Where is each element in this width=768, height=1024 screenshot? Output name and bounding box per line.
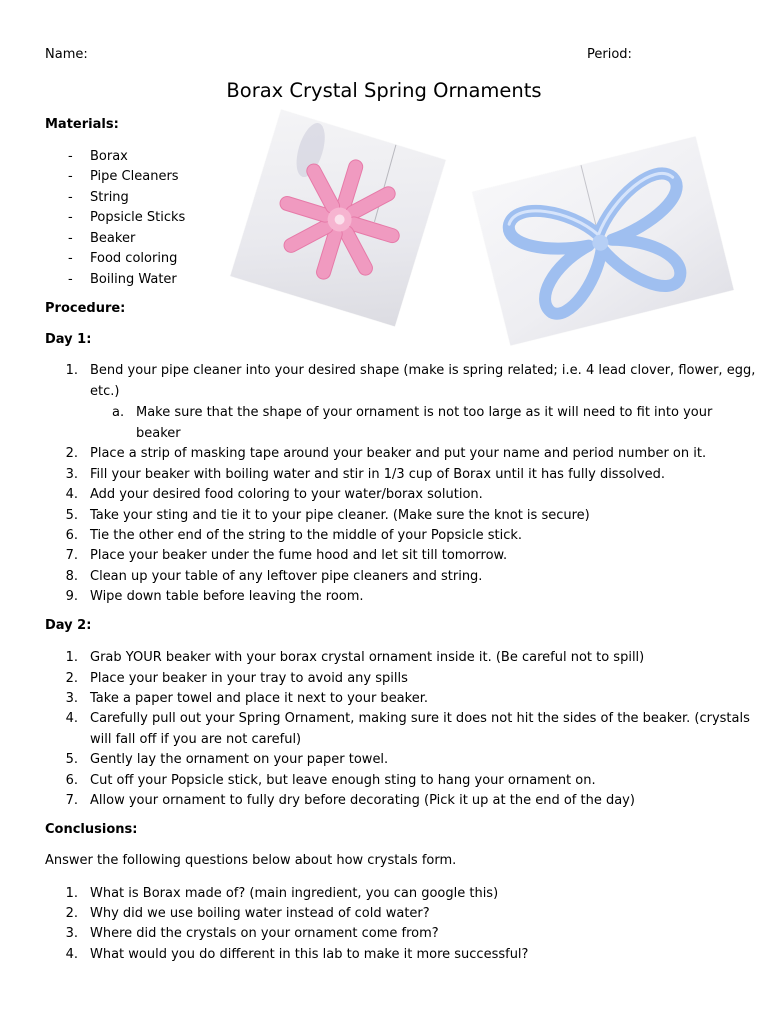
- materials-heading: Materials:: [45, 117, 119, 132]
- day1-heading: Day 1:: [45, 332, 92, 347]
- procedure-heading: Procedure:: [45, 301, 126, 316]
- blue-butterfly-ornament-image: [472, 137, 733, 346]
- name-label: Name:: [45, 47, 88, 62]
- conclusions-intro: Answer the following questions below about how crystals form.: [45, 853, 457, 868]
- conclusions-heading: Conclusions:: [45, 822, 138, 837]
- page-title: Borax Crystal Spring Ornaments: [226, 79, 542, 102]
- day2-heading: Day 2:: [45, 618, 92, 633]
- pink-flower-ornament-image: [230, 110, 445, 327]
- period-label: Period:: [587, 47, 632, 62]
